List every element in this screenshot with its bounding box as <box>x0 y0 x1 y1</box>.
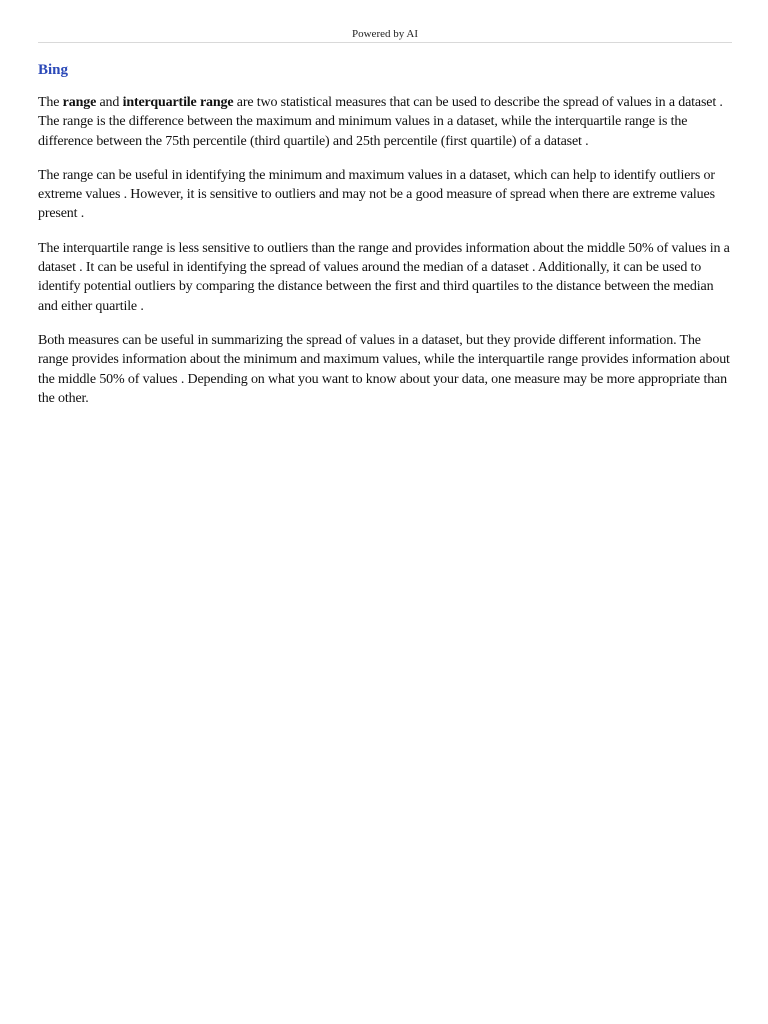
source-title: Bing <box>38 62 69 78</box>
paragraph-2: The range can be useful in identifying the minimum and maximum values in a dataset, which can help to identify outliers or extreme values . However, it is sensitive to outliers and may not be a good measure of spread when there are extreme values present . <box>38 167 715 222</box>
paragraph-1-text-a: The <box>38 95 63 110</box>
paragraph-1 <box>38 93 732 151</box>
answer-body <box>38 93 732 408</box>
paragraph-1-text-b: and <box>96 95 123 110</box>
paragraph-4: Both measures can be useful in summarizing the spread of values in a dataset, but they provide different information. The range provides information about the minimum and maximum values, while the interquartile range provides information about the middle 50% of values . Depending on what you want to know about your data, one measure may be more appropriate than the other. <box>38 332 730 406</box>
document-page <box>38 0 732 423</box>
paragraph-3: The interquartile range is less sensitive to outliers than the range and provides information about the middle 50% of values in a dataset . It can be useful in identifying the spread of values around the median of a dataset . Additionally, it can be used to identify potential outliers by comparing the distance between the first and third quartiles to the distance between the median and either quartile . <box>38 240 730 314</box>
header-divider <box>38 42 732 43</box>
term-interquartile-range: interquartile range <box>122 95 234 110</box>
powered-by-header: Powered by AI <box>352 28 418 40</box>
paragraph-1-text-c: are two statistical measures that can be used to describe the spread of values in a dataset . The range is the difference between the maximum and minimum values in a dataset, while the interquartile range is the difference between the 75th percentile (third quartile) and 25th percentile (first quartile) of a dataset . <box>38 95 723 149</box>
term-range: range <box>62 95 97 110</box>
